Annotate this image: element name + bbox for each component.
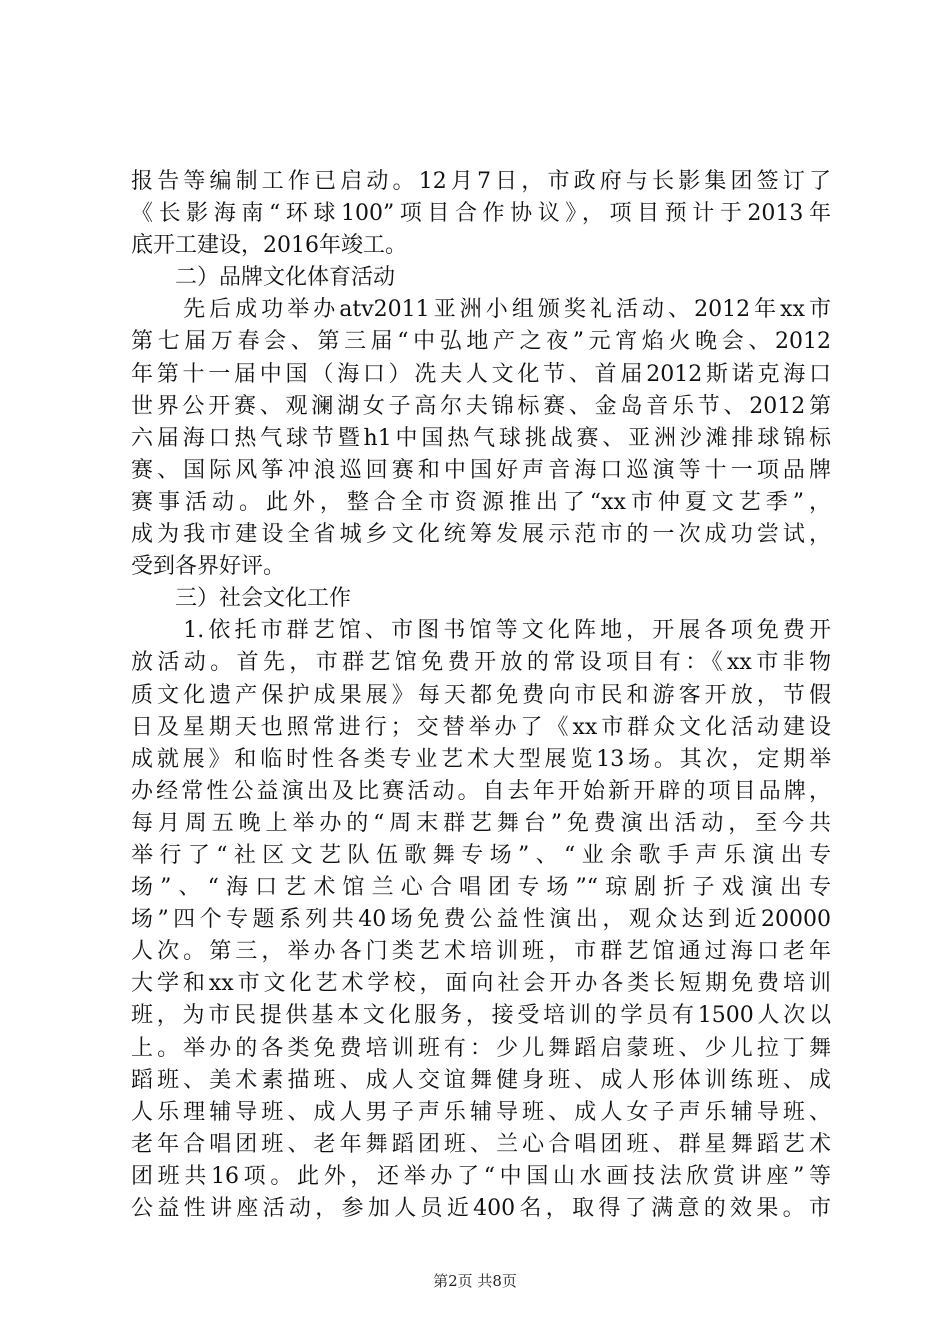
text-line: 大学和xx市文化艺术学校，面向社会开办各类长短期免费培训 — [131, 971, 831, 997]
text-line: 每月周五晚上举办的“周末群艺舞台”免费演出活动，至今共 — [131, 810, 831, 836]
text-line: 场”、“海口艺术馆兰心合唱团专场”“琼剧折子戏演出专 — [131, 875, 831, 901]
text-line: 举行了“社区文艺队伍歌舞专场”、“业余歌手声乐演出专 — [131, 842, 831, 868]
body-text — [131, 166, 831, 1225]
page-footer: 第2页 共8页 — [433, 1272, 517, 1290]
text-line: 年第十一届中国（海口）冼夫人文化节、首届2012斯诺克海口 — [131, 361, 831, 387]
text-line: 公益性讲座活动，参加人员近400名，取得了满意的效果。市 — [131, 1196, 831, 1221]
text-line: 上。举办的各类免费培训班有：少儿舞蹈启蒙班、少儿拉丁舞 — [131, 1035, 831, 1061]
text-line: 赛、国际风筝冲浪巡回赛和中国好声音海口巡演等十一项品牌 — [131, 457, 831, 483]
text-line: 日及星期天也照常进行；交替举办了《xx市群众文化活动建设 — [131, 714, 831, 740]
text-line: 放活动。首先，市群艺馆免费开放的常设项目有：《xx市非物 — [131, 650, 831, 676]
text-line: 人次。第三，举办各门类艺术培训班，市群艺馆通过海口老年 — [131, 939, 831, 965]
text-line: 老年合唱团班、老年舞蹈团班、兰心合唱团班、群星舞蹈艺术 — [131, 1131, 831, 1157]
text-line: 二）品牌文化体育活动 — [131, 265, 396, 291]
text-line: 《长影海南“环球100”项目合作协议》，项目预计于2013年 — [131, 201, 831, 227]
text-line: 底开工建设，2016年竣工。 — [131, 233, 407, 259]
text-line: 1.依托市群艺馆、市图书馆等文化阵地，开展各项免费开 — [131, 618, 831, 644]
text-line: 六届海口热气球节暨h1中国热气球挑战赛、亚洲沙滩排球锦标 — [131, 425, 831, 451]
text-line: 团班共16项。此外，还举办了“中国山水画技法欣赏讲座”等 — [131, 1163, 831, 1189]
text-line: 办经常性公益演出及比赛活动。自去年开始新开辟的项目品牌， — [131, 778, 831, 804]
text-line: 成为我市建设全省城乡文化统筹发展示范市的一次成功尝试， — [131, 522, 831, 548]
text-line: 三）社会文化工作 — [131, 586, 352, 612]
text-line: 成就展》和临时性各类专业艺术大型展览13场。其次，定期举 — [131, 746, 831, 772]
text-line: 受到各界好评。 — [131, 554, 286, 580]
text-line: 报告等编制工作已启动。12月7日，市政府与长影集团签订了 — [131, 169, 831, 194]
text-line: 场”四个专题系列共40场免费公益性演出，观众达到近20000 — [131, 907, 831, 933]
text-line: 第七届万春会、第三届“中弘地产之夜”元宵焰火晚会、2012 — [131, 329, 831, 355]
text-line: 人乐理辅导班、成人男子声乐辅导班、成人女子声乐辅导班、 — [131, 1099, 831, 1125]
text-line: 赛事活动。此外，整合全市资源推出了“xx市仲夏文艺季”， — [131, 489, 831, 515]
text-line: 先后成功举办atv2011亚洲小组颁奖礼活动、2012年xx市 — [131, 297, 831, 323]
text-line: 质文化遗产保护成果展》每天都免费向市民和游客开放，节假 — [131, 682, 831, 708]
text-line: 蹈班、美术素描班、成人交谊舞健身班、成人形体训练班、成 — [131, 1067, 831, 1093]
text-line: 世界公开赛、观澜湖女子高尔夫锦标赛、金岛音乐节、2012第 — [131, 393, 831, 419]
text-line: 班，为市民提供基本文化服务，接受培训的学员有1500人次以 — [131, 1003, 831, 1029]
